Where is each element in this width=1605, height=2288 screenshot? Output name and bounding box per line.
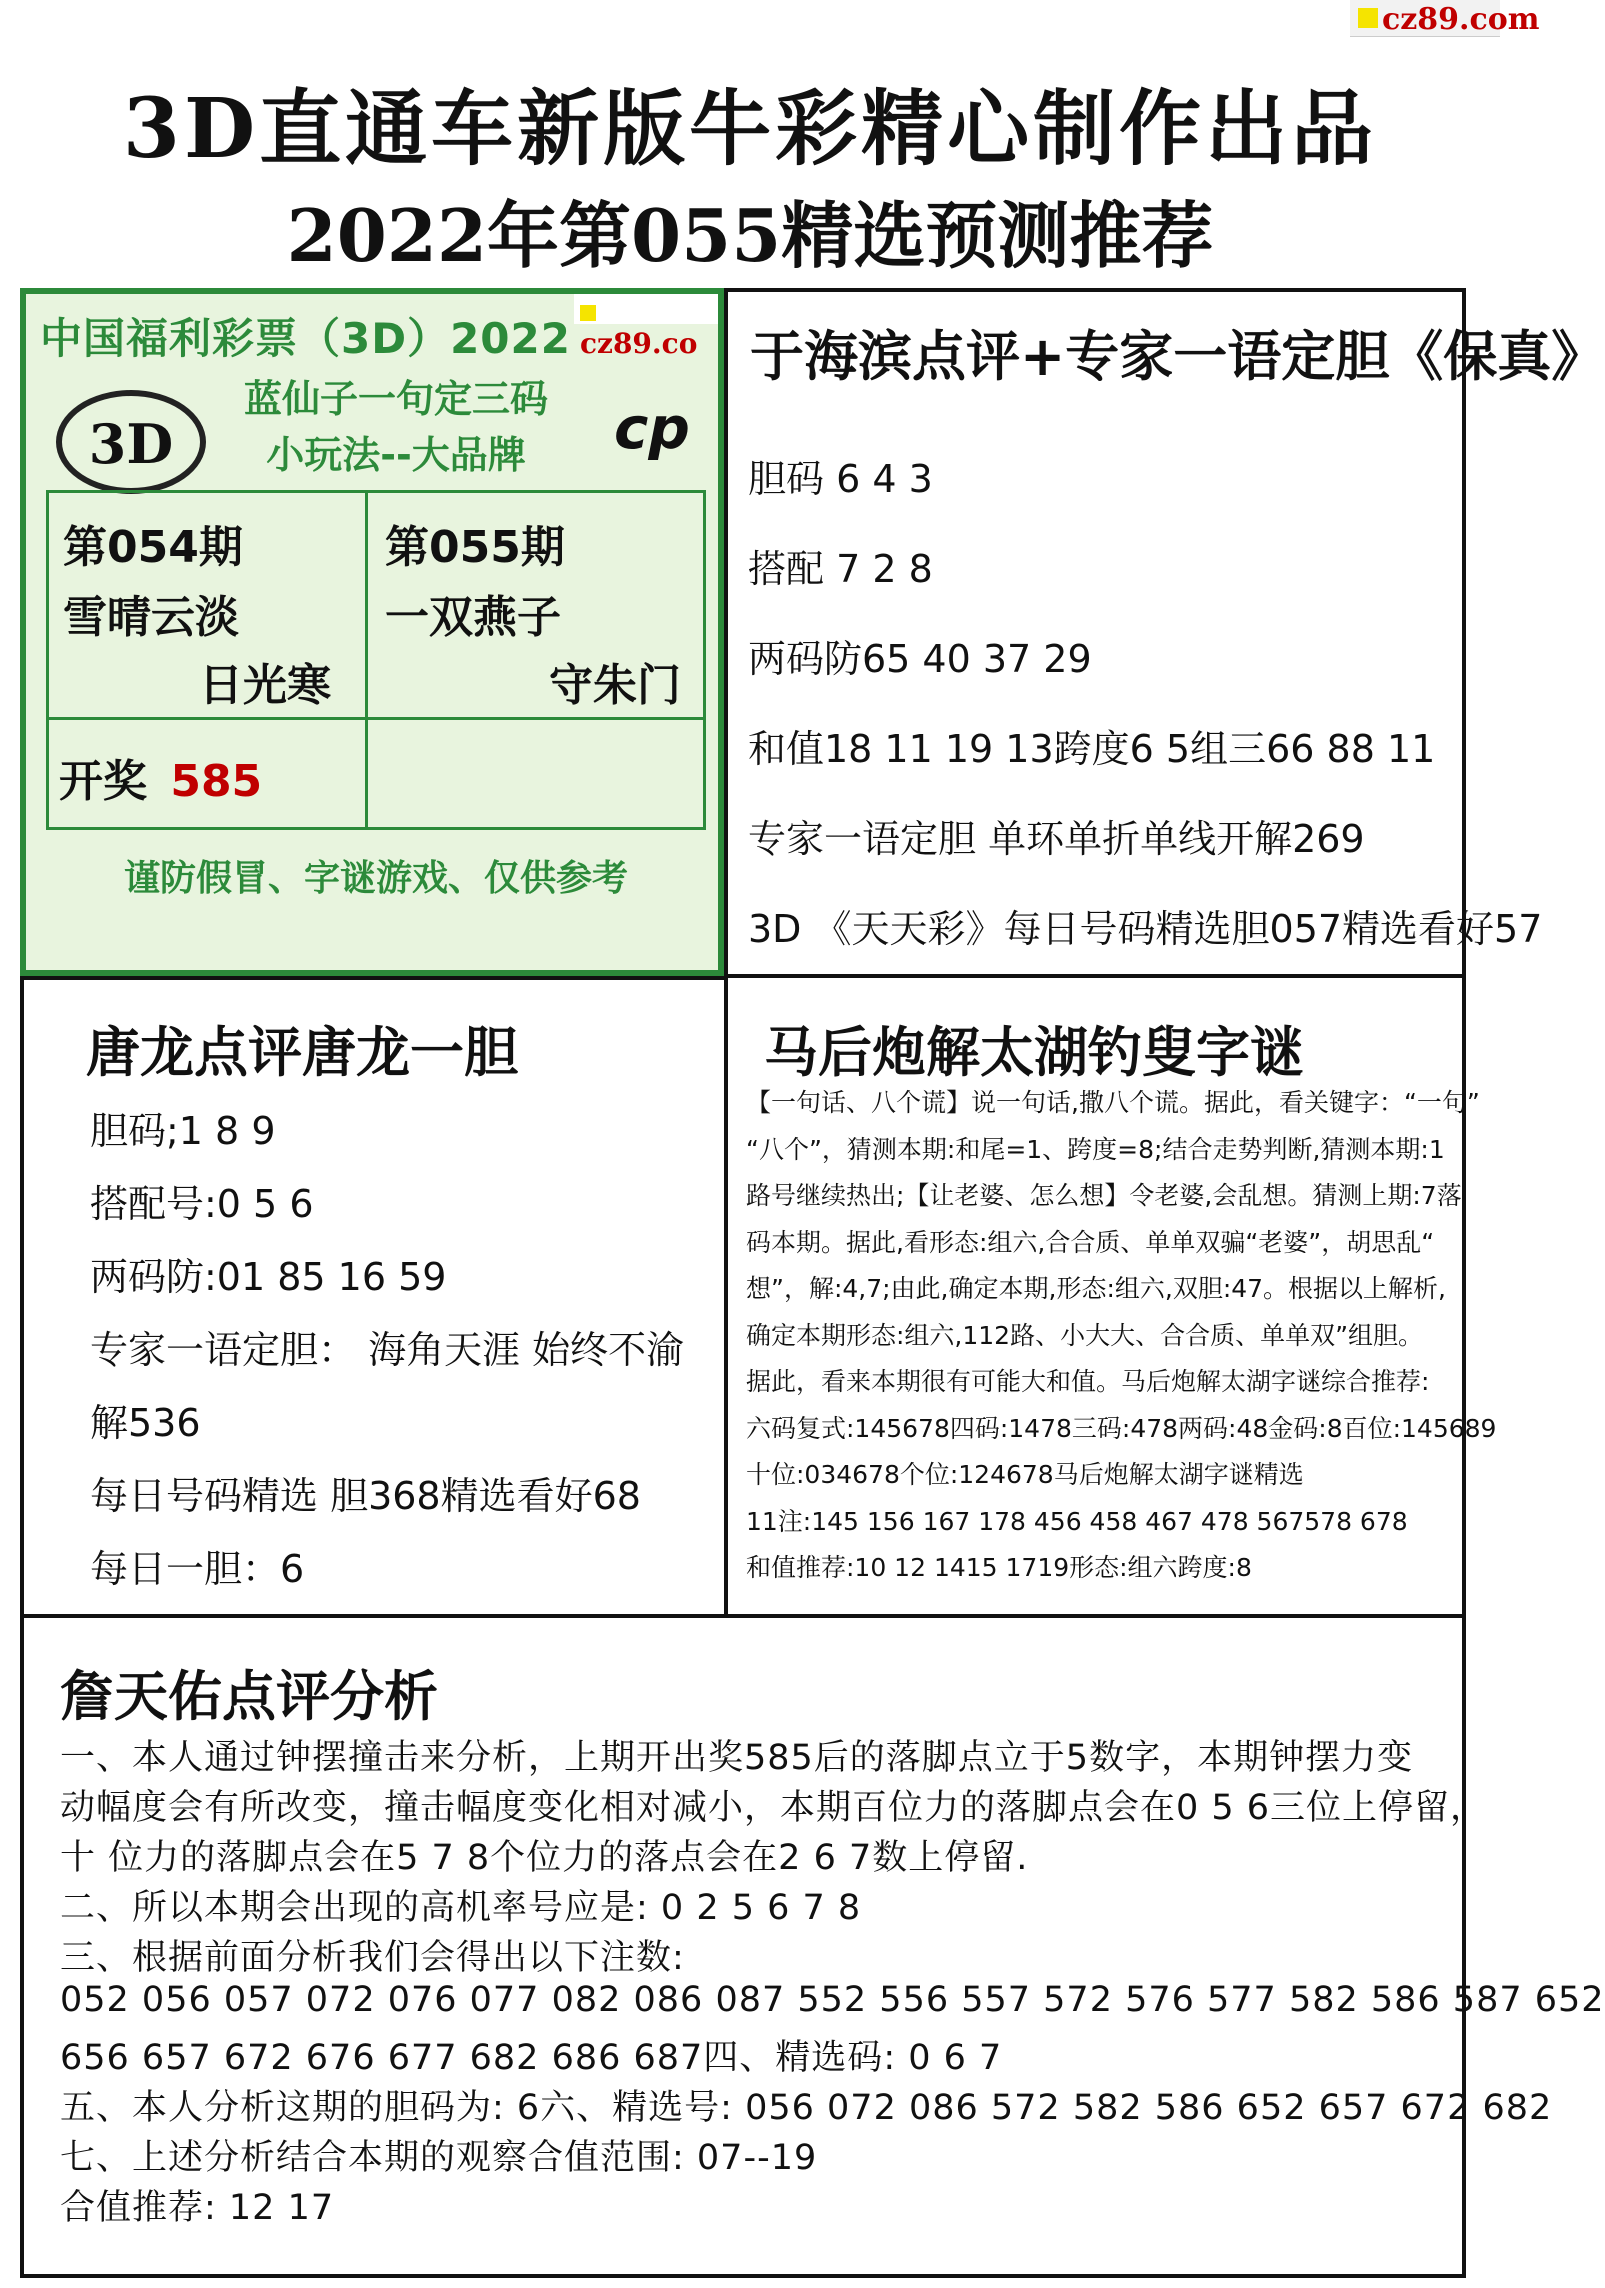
curr-riddle-1: 一双燕子 xyxy=(385,592,561,643)
draw-value: 585 xyxy=(170,756,263,807)
tang-line: 专家一语定胆： 海角天涯 始终不渝 xyxy=(90,1328,685,1372)
site-watermark xyxy=(1350,0,1540,37)
curr-period-label: 第055期 xyxy=(385,522,565,573)
lottery-card xyxy=(20,288,724,976)
tang-line: 每日一胆：6 xyxy=(90,1547,305,1591)
ma-text-block xyxy=(746,1080,1496,1592)
period-grid xyxy=(46,490,706,830)
card-subtitle-1: 蓝仙子一句定三码 xyxy=(243,377,548,421)
yu-line: 3D 《天天彩》每日号码精选胆057精选看好57 xyxy=(748,907,1543,951)
divider-horizontal-bottom xyxy=(20,1614,1466,1618)
prev-riddle-1: 雪晴云淡 xyxy=(63,592,239,643)
ma-line: 确定本期形态:组六,112路、小大大、合合质、单单双”组胆。 xyxy=(746,1320,1424,1350)
ma-line: 六码复式:145678四码:1478三码:478两码:48金码:8百位:145689 xyxy=(746,1413,1497,1443)
ma-line: 十位:034678个位:124678马后炮解太湖字谜精选 xyxy=(746,1460,1304,1489)
tang-line: 解536 xyxy=(90,1401,201,1445)
ma-section-title: 马后炮解太湖钓叟字谜 xyxy=(764,1021,1304,1084)
ma-line: 据此，看来本期很有可能大和值。马后炮解太湖字谜综合推荐: xyxy=(746,1367,1430,1396)
ma-line: 【一句话、八个谎】说一句话,撒八个谎。据此，看关键字：“一句” xyxy=(746,1088,1480,1117)
zhan-line: 一、本人通过钟摆撞击来分析，上期开出奖585后的落脚点立于5数字，本期钟摆力变 xyxy=(60,1738,1414,1778)
tang-line: 搭配号:0 5 6 xyxy=(90,1182,314,1226)
ma-line: 想”，解:4,7;由此,确定本期,形态:组六,双胆:47。根据以上解析, xyxy=(746,1274,1447,1303)
grid-divider-h xyxy=(49,717,703,720)
divider-horizontal-top xyxy=(724,974,1466,978)
draw-result xyxy=(59,745,262,809)
yellow-square-icon xyxy=(1358,8,1378,28)
yu-line: 胆码 6 4 3 xyxy=(748,457,933,501)
yu-line: 搭配 7 2 8 xyxy=(748,547,933,591)
zhan-line: 五、本人分析这期的胆码为: 6六、精选号: 056 072 086 572 582 586 652 657 672 682 xyxy=(60,2088,1553,2128)
site-watermark-text: cz89.com xyxy=(1382,2,1540,37)
card-subtitle-2: 小玩法--大品牌 xyxy=(266,433,526,477)
card-warning: 谨防假冒、字谜游戏、仅供参考 xyxy=(123,858,628,899)
prev-period-label: 第054期 xyxy=(63,522,243,573)
yu-section-title: 于海滨点评+专家一语定胆《保真》 xyxy=(750,325,1605,388)
tang-line: 每日号码精选 胆368精选看好68 xyxy=(90,1474,641,1518)
zhan-line: 合值推荐: 12 17 xyxy=(60,2188,335,2228)
tang-line: 胆码;1 8 9 xyxy=(90,1109,276,1153)
zhan-line: 二、所以本期会出现的高机率号应是: 0 2 5 6 7 8 xyxy=(60,1888,862,1928)
zhan-line: 三、根据前面分析我们会得出以下注数: xyxy=(60,1938,685,1978)
zhan-section-title: 詹天佑点评分析 xyxy=(60,1665,438,1728)
yu-line: 和值18 11 19 13跨度6 5组三66 88 11 xyxy=(748,727,1436,771)
zhan-line: 十 位力的落脚点会在5 7 8个位力的落点会在2 6 7数上停留. xyxy=(60,1838,1029,1878)
card-watermark: cz89.co xyxy=(574,294,718,324)
divider-vertical-middle xyxy=(724,976,728,1616)
divider-horizontal-card xyxy=(20,976,728,980)
grid-divider-v xyxy=(365,493,368,827)
zhan-line: 七、上述分析结合本期的观察合值范围: 07--19 xyxy=(60,2138,818,2178)
zhan-line: 动幅度会有所改变，撞击幅度变化相对减小，本期百位力的落脚点会在0 5 6三位上停留， xyxy=(60,1788,1487,1828)
zhan-line: 656 657 672 676 677 682 686 687四、精选码: 0 6 7 xyxy=(60,2038,1003,2078)
yu-line: 两码防65 40 37 29 xyxy=(748,637,1092,681)
ma-line: 和值推荐:10 12 1415 1719形态:组六跨度:8 xyxy=(746,1553,1252,1582)
ma-line: “八个”，猜测本期:和尾=1、跨度=8;结合走势判断,猜测本期:1 xyxy=(746,1134,1445,1164)
curr-riddle-2: 守朱门 xyxy=(549,660,681,711)
prev-riddle-2: 日光寒 xyxy=(199,660,331,711)
zhan-line: 052 056 057 072 076 077 082 086 087 552 556 557 572 576 577 582 586 587 652 xyxy=(60,1980,1605,2020)
yu-line: 专家一语定胆 单环单折单线开解269 xyxy=(748,817,1365,861)
tang-line: 两码防:01 85 16 59 xyxy=(90,1255,447,1299)
ma-line: 11注:145 156 167 178 456 458 467 478 567578 678 xyxy=(746,1506,1408,1536)
tang-section-title: 唐龙点评唐龙一胆 xyxy=(86,1021,518,1084)
ma-line: 码本期。据此,看形态:组六,合合质、单单双骗“老婆”，胡思乱“ xyxy=(746,1227,1435,1257)
page-subtitle: 2022年第055精选预测推荐 xyxy=(286,193,1214,278)
cp-logo-icon: cp xyxy=(614,394,690,462)
3d-logo-icon: 3D xyxy=(56,390,206,494)
draw-label: 开奖 xyxy=(59,756,147,807)
card-title: 中国福利彩票（3D）2022 xyxy=(40,314,571,363)
divider-vertical-top xyxy=(724,288,728,976)
page-title: 3D直通车新版牛彩精心制作出品 xyxy=(122,81,1378,177)
ma-line: 路号继续热出;【让老婆、怎么想】令老婆,会乱想。猜测上期:7落 xyxy=(746,1181,1462,1210)
